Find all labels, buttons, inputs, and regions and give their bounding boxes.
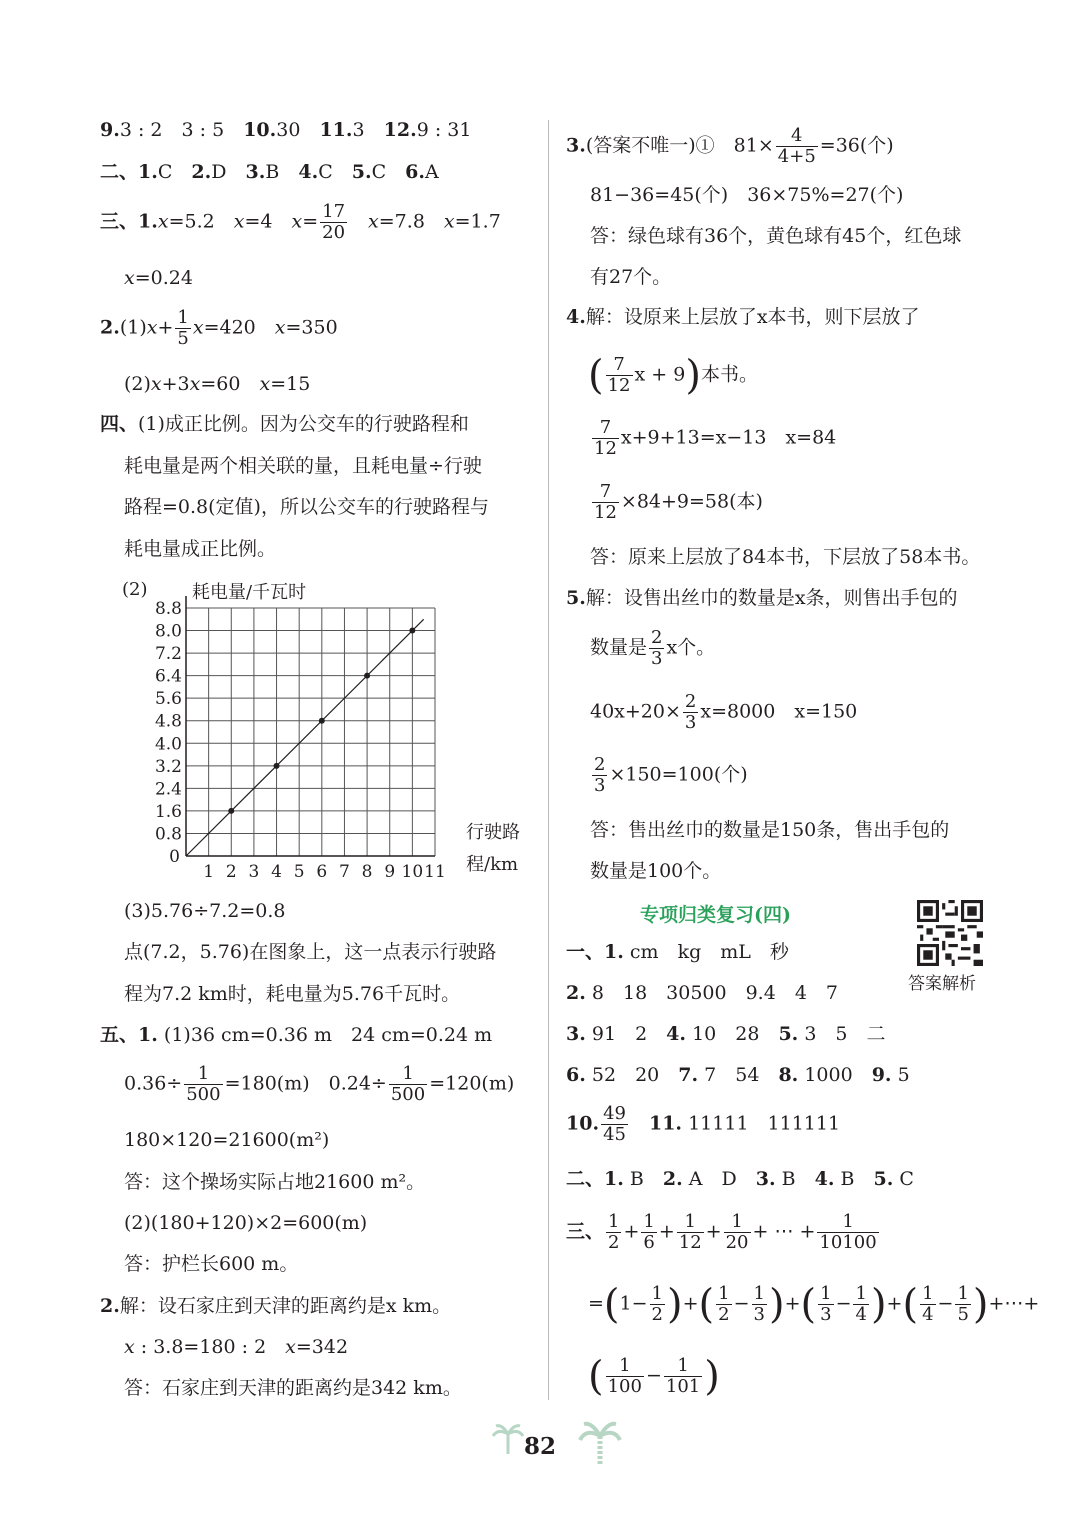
section-4-line3: 路程=0.8(定值)，所以公交车的行驶路程与 [124,496,489,518]
y-tick-label: 2.4 [154,779,182,800]
x-tick-label: 5 [293,862,305,882]
origin-label: 0 [169,847,180,867]
q5-line1: 5.解：设售出丝巾的数量是x条，则售出手包的 [566,587,958,609]
chart-part-label: (2) [122,579,148,600]
x-tick-label: 10 [401,862,424,882]
x-tick-label: 11 [424,862,446,882]
section-5-q2-line1: 2.解：设石家庄到天津的距离约是x km。 [100,1295,452,1317]
q5-line5: 答：售出丝巾的数量是150条，售出手包的 [590,819,950,841]
x-tick-label: 9 [384,862,396,882]
data-point [274,763,280,769]
section-3-q2-2: (2)x+3x=60 x=15 [124,373,311,395]
section-5-line5: (2)(180+120)×2=600(m) [124,1212,368,1234]
q3-line4: 有27个。 [590,266,672,288]
section-3-q2-1: 2.(1)x+ $\frac{1}{5}$ x=420 x=350 [100,307,338,349]
line-chart [120,575,540,885]
x-tick-label: 1 [203,862,215,882]
data-point [364,673,370,679]
x-tick-label: 8 [361,862,373,882]
fraction: $\frac{2}{3}$ [594,754,606,796]
palm-tree-icon [578,1418,622,1468]
q3-line1: 3.(答案不唯一)① 81× $\frac{4}{4+5}$ =36(个) [566,125,894,167]
qr-code-icon[interactable] [917,900,983,966]
column-divider [548,120,549,1400]
s1-line5: 10. $\frac{49}{45}$ 11. 11111 111111 [566,1103,841,1145]
fraction: $\frac{17}{20}$ [322,201,346,243]
section-5-line2: 0.36÷ $\frac{1}{500}$ =180(m) 0.24÷ $\frac{1}{500}$ =120(m) [124,1063,515,1105]
fraction: $\frac{7}{12}$ [594,481,617,523]
q3-line3: 答：绿色球有36个，黄色球有45个，红色球 [590,225,962,247]
section-4-q3-line1: (3)5.76÷7.2=0.8 [124,900,286,922]
section-4-line1: 四、(1)成正比例。因为公交车的行驶路程和 [100,413,469,435]
fraction: $\frac{1}{500}$ [390,1063,426,1105]
section-4-line4: 耗电量成正比例。 [124,538,277,560]
data-point [409,628,415,634]
q4-line3: $\frac{7}{12}$ x+9+13=x−13 x=84 [594,417,837,459]
x-tick-label: 3 [248,862,260,882]
section-4-q3-line2: 点(7.2，5.76)在图象上，这一点表示行驶路 [124,941,497,963]
y-tick-label: 0.8 [154,824,182,845]
section-5-q2-line3: 答：石家庄到天津的距离约是342 km。 [124,1377,462,1399]
page-number: 82 [523,1433,556,1460]
q4-line2: ( $\frac{7}{12}$ x + 9)本书。 [588,352,758,399]
s3-line2: =(1− $\frac{1}{2}$ )+( $\frac{1}{2}$ − $\frac{1}{3}$ )+( $\frac{1}{3}$ − $\frac{1}{4}$ )+( $\frac{1}{4}$ − $\frac{1}{5}$ )+⋯+ [588,1281,1040,1328]
fraction: $\frac{1}{500}$ [186,1063,221,1105]
qr-label: 答案解析 [908,974,976,994]
q5-line3: 40x+20× $\frac{2}{3}$ x=8000 x=150 [590,691,858,733]
q4-line4: $\frac{7}{12}$ ×84+9=58(本) [594,481,763,523]
fraction: $\frac{7}{12}$ [594,417,617,459]
section-5-line4: 答：这个操场实际占地21600 m²。 [124,1171,426,1193]
x-tick-label: 4 [271,862,282,882]
q4-answer: 答：原来上层放了84本书，下层放了58本书。 [590,546,981,568]
s1-line4: 6. 52 20 7. 7 54 8. 1000 9. 5 [566,1064,910,1086]
s3-line3: ( $\frac{1}{100}$ − $\frac{1}{101}$ ) [588,1353,720,1400]
fraction: $\frac{2}{3}$ [684,691,697,733]
x-axis-label: 程/km [466,854,519,875]
section-title: 专项归类复习(四) [640,904,791,926]
y-tick-label: 6.4 [154,666,182,687]
s1-line3: 3. 91 2 4. 10 28 5. 3 5 二 [566,1023,886,1045]
y-tick-label: 4.0 [154,734,182,755]
q5-line6: 数量是100个。 [590,860,722,882]
x-axis-label: 行驶路 [466,822,520,843]
fraction: $\frac{49}{45}$ [603,1103,626,1145]
s2-line: 二、1. B 2. A D 3. B 4. B 5. C [566,1168,914,1190]
fraction: $\frac{7}{12}$ [607,354,631,396]
y-tick-label: 5.6 [154,689,182,710]
section-4-line2: 耗电量是两个相关联的量，且耗电量÷行驶 [124,455,482,477]
fraction: $\frac{2}{3}$ [651,627,663,669]
s1-line1: 一、1. cm kg mL 秒 [566,941,789,963]
section-4-q3-line3: 程为7.2 km时，耗电量为5.76千瓦时。 [124,983,461,1005]
s1-line2: 2. 8 18 30500 9.4 4 7 [566,982,838,1004]
y-tick-label: 8.0 [154,621,182,642]
y-tick-label: 3.2 [154,756,182,777]
x-tick-label: 6 [316,862,328,882]
y-tick-label: 4.8 [154,711,182,732]
section-5-line6: 答：护栏长600 m。 [124,1253,299,1275]
x-tick-label: 7 [339,862,350,882]
data-point [319,718,325,724]
s3-line1: 三、 $\frac{1}{2}$ + $\frac{1}{6}$ + $\frac{1}{12}$ + $\frac{1}{20}$ + ⋯ + $\frac{1}{10100}$ [566,1211,877,1253]
fraction: $\frac{4}{4+5}$ [777,125,816,167]
y-axis-label: 耗电量/千瓦时 [192,582,307,603]
data-point [228,808,234,814]
y-tick-label: 7.2 [154,644,182,665]
y-tick-label: 8.8 [154,599,182,619]
section-5-q2-line2: x : 3.8=180 : 2 x=342 [124,1336,349,1358]
section-5-line3: 180×120=21600(m²) [124,1129,330,1151]
fraction: $\frac{1}{5}$ [177,307,189,349]
section-2-answers: 二、1.C 2.D 3.B 4.C 5.C 6.A [100,161,439,183]
section-5-line1: 五、1. (1)36 cm=0.36 m 24 cm=0.24 m [100,1024,493,1046]
section-3-line2: x=0.24 [124,267,193,289]
x-tick-label: 2 [225,862,237,882]
section-3-line1: 三、1.x=5.2 x=4 x= $\frac{17}{20}$ x=7.8 x=1.7 [100,201,501,243]
q3-line2: 81−36=45(个) 36×75%=27(个) [590,184,904,206]
q5-line4: $\frac{2}{3}$ ×150=100(个) [594,754,748,796]
answers-9-12: 9.3 : 2 3 : 5 10.30 11.3 12.9 : 31 [100,119,472,141]
series-line [186,619,424,856]
q4-line1: 4.解：设原来上层放了x本书，则下层放了 [566,306,920,328]
q5-line2: 数量是 $\frac{2}{3}$ x个。 [590,627,716,669]
y-tick-label: 1.6 [154,801,182,822]
